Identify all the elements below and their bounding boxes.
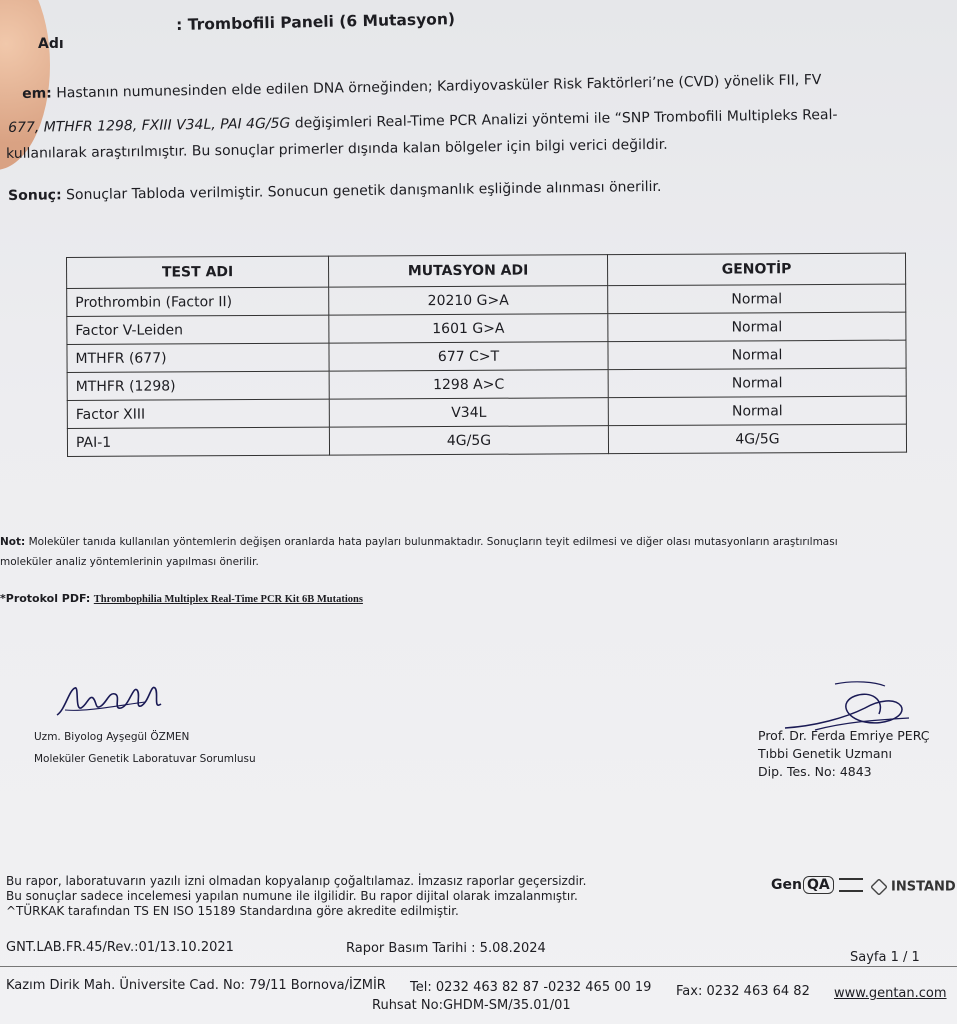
cell-genotype: Normal [608,340,906,370]
cell-test: Factor XIII [67,399,329,428]
table-row [67,396,906,428]
website-link[interactable]: www.gentan.com [834,986,947,1001]
col-mutation-name: MUTASYON ADI [328,255,607,287]
table-row [67,284,906,316]
table-header-row [67,253,906,288]
cell-test: PAI-1 [67,427,329,456]
cell-mutation: 677 C>T [329,342,608,371]
qa-logo-lines [839,878,863,892]
left-signer-name: Uzm. Biyolog Ayşegül ÖZMEN [34,731,190,743]
table-row [67,424,906,456]
result-text: Sonuçlar Tabloda verilmiştir. Sonucun genetik danışmanlık eşliğinde alınması önerilir. [65,178,662,204]
right-signer-name: Prof. Dr. Ferda Emriye PERÇ [758,728,930,743]
col-genotype: GENOTİP [607,253,905,286]
cell-test: MTHFR (677) [67,343,329,372]
disclaimer-line-3: ^TÜRKAK tarafından TS EN ISO 15189 Standardına göre akredite edilmiştir. [6,904,459,918]
protocol-label: *Protokol PDF: [0,592,91,605]
gen-logo-text: Gen [771,877,802,893]
method-text-1: Hastanın numunesinden elde edilen DNA örneğinden; Kardiyovasküler Risk Faktörleri’ne (CVD) yönelik FII, FV [56,72,822,102]
left-signer-role: Moleküler Genetik Laboratuvar Sorumlusu [34,753,256,765]
cell-test: Prothrombin (Factor II) [67,287,329,316]
cell-genotype: Normal [608,284,906,314]
cell-genotype: Normal [608,396,906,426]
note-label: Not: [0,536,26,548]
footer-divider [0,966,957,967]
left-signature [55,680,175,725]
table-row [67,368,906,400]
genqa-logo [771,876,863,894]
note-text-1: Moleküler tanıda kullanılan yöntemlerin değişen oranlarda hata payları bulunmaktadır. Sonuçların teyit edilmesi ve diğer olası mutasyonların araştırılması [28,536,838,548]
method-line-3: kullanılarak araştırılmıştır. Bu sonuçlar primerler dışında kalan bölgeler için bilgi verici değildir. [6,136,668,162]
cell-mutation: 20210 G>A [329,286,608,315]
fax: Fax: 0232 463 64 82 [676,984,810,999]
method-text-2: değişimleri Real-Time PCR Analizi yöntemi ile “SNP Trombofili Multipleks Real- [290,106,838,132]
right-signer-role: Tıbbi Genetik Uzmanı [758,746,892,761]
instand-icon [870,878,888,896]
disclaimer-line-1: Bu rapor, laboratuvarın yazılı izni olmadan kopyalanıp çoğaltılamaz. İmzasız raporlar geçersizdir. [6,874,587,888]
result-label: Sonuç: [8,187,62,204]
note-text-2: moleküler analiz yöntemlerinin yapılması önerilir. [0,556,259,568]
patient-label: Adı [38,36,64,52]
protocol-line [0,592,363,605]
method-italic: 677, MTHFR 1298, FXIII V34L, PAI 4G/5G [8,115,291,136]
phone: Tel: 0232 463 82 87 -0232 465 00 19 [410,980,652,995]
doc-code: GNT.LAB.FR.45/Rev.:01/13.10.2021 [6,940,234,955]
instand-logo-text: INSTAND [891,879,956,895]
col-test-name: TEST ADI [67,256,329,288]
protocol-link[interactable]: Thrombophilia Multiplex Real-Time PCR Kit 6B Mutations [93,594,363,605]
cell-test: MTHFR (1298) [67,371,329,400]
note-line-1 [0,536,838,548]
cell-mutation: V34L [329,398,608,427]
cell-test: Factor V-Leiden [67,315,329,344]
cell-mutation: 1601 G>A [329,314,608,343]
cell-genotype: 4G/5G [608,424,906,454]
table-row [67,312,906,344]
disclaimer-line-2: Bu sonuçlar sadece incelemesi yapılan numune ile ilgilidir. Bu rapor dijital olarak imzalanmıştır. [6,889,578,903]
panel-title: : Trombofili Paneli (6 Mutasyon) [176,10,456,34]
license-number: Ruhsat No:GHDM-SM/35.01/01 [372,998,571,1013]
table-row [67,340,906,372]
results-table [66,253,907,457]
cell-mutation: 1298 A>C [329,370,608,399]
print-date: Rapor Basım Tarihi : 5.08.2024 [346,941,546,956]
right-signer-diploma: Dip. Tes. No: 4843 [758,764,872,779]
qa-logo-text: QA [803,876,834,894]
cell-genotype: Normal [608,368,906,398]
cell-genotype: Normal [608,312,906,342]
instand-logo [870,878,956,896]
method-label: em: [22,85,52,102]
cell-mutation: 4G/5G [329,426,608,455]
address: Kazım Dirik Mah. Üniversite Cad. No: 79/11 Bornova/İZMİR [6,978,386,993]
page-number: Sayfa 1 / 1 [850,950,920,965]
